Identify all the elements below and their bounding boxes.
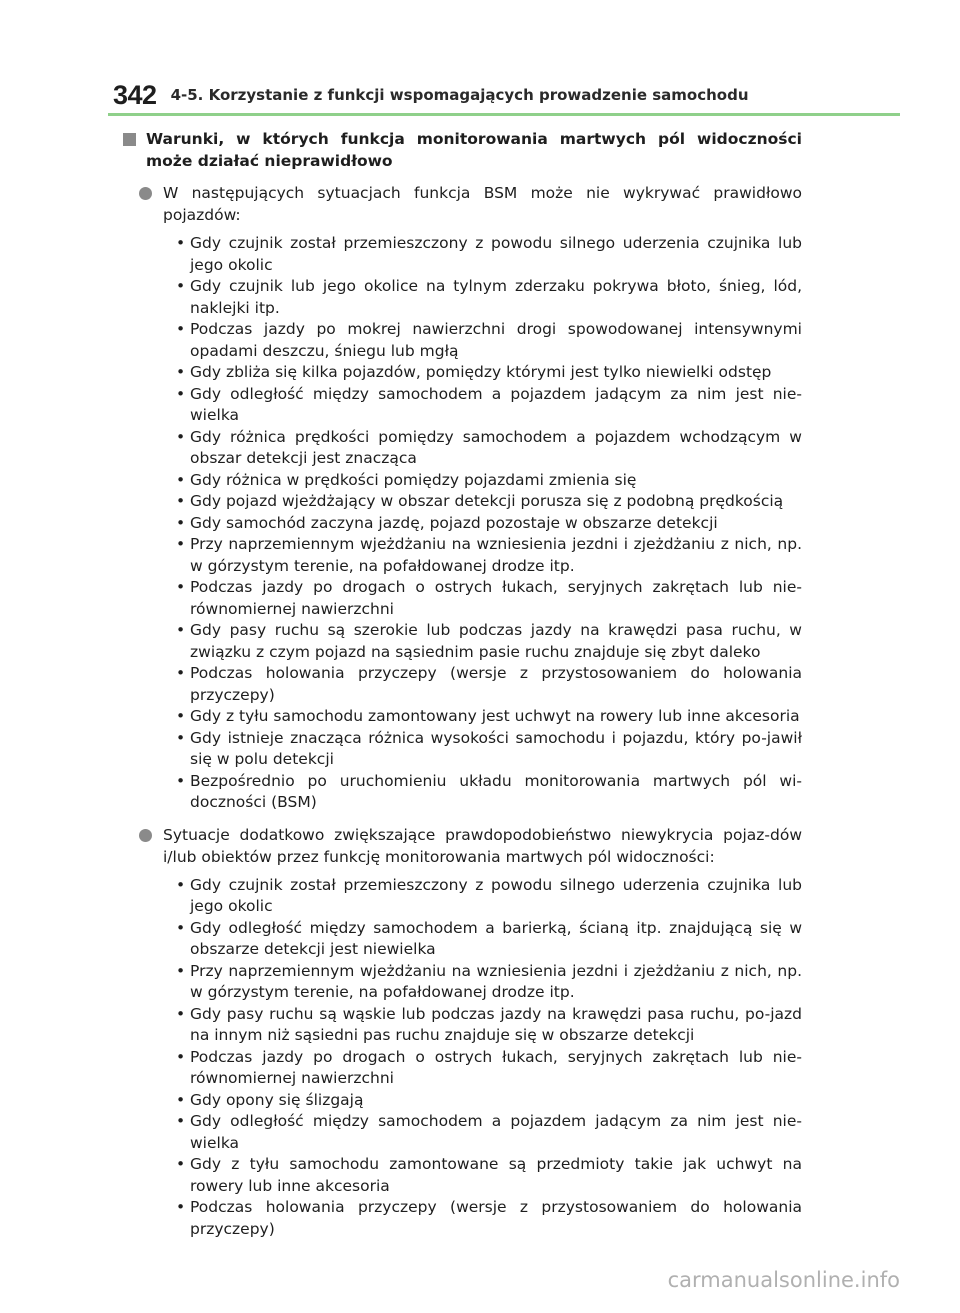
group-intro: Sytuacje dodatkowo zwiększające prawdopodobieństwo niewykrycia pojaz-dów i/lub obiektów przez funkcję monitorowania martwych pól widoczności: [163,825,802,866]
circle-bullet-icon [139,187,152,200]
list-item: • Gdy pojazd wjeżdżający w obszar detekcji porusza się z podobną prędkością [164,491,802,513]
list-item: • Podczas jazdy po drogach o ostrych łukach, seryjnych zakrętach lub nie-równomiernej nawierzchni [164,577,802,620]
list-item: • Gdy odległość między samochodem a pojazdem jadącym za nim jest nie-wielka [164,1111,802,1154]
list-item: • Podczas jazdy po mokrej nawierzchni drogi spowodowanej intensywnymi opadami deszczu, śniegu lub mgłą [164,319,802,362]
condition-group-2 [122,824,802,1241]
condition-list [122,875,802,1241]
list-item: • Gdy z tyłu samochodu zamontowany jest uchwyt na rowery lub inne akcesoria [164,706,802,728]
list-item: • Bezpośrednio po uruchomieniu układu monitorowania martwych pól wi-doczności (BSM) [164,771,802,814]
page-number: 342 [113,80,157,110]
list-item: • Gdy z tyłu samochodu zamontowane są przedmioty takie jak uchwyt na rowery lub inne akcesoria [164,1154,802,1197]
watermark: carmanualsonline.info [667,1268,900,1292]
list-item: • Gdy czujnik lub jego okolice na tylnym zderzaku pokrywa błoto, śnieg, lód, naklejki itp. [164,276,802,319]
list-item: • Gdy pasy ruchu są wąskie lub podczas jazdy na krawędzi pasa ruchu, po-jazd na innym niż sąsiedni pas ruchu znajduje się w obszarze detekcji [164,1004,802,1047]
section-heading [122,128,802,172]
list-item: • Gdy odległość między samochodem a barierką, ścianą itp. znajdującą się w obszarze detekcji jest niewielka [164,918,802,961]
group-intro: W następujących sytuacjach funkcja BSM może nie wykrywać prawidłowo pojazdów: [163,184,802,224]
list-item: • Gdy istnieje znacząca różnica wysokości samochodu i pojazdu, który po-jawił się w polu detekcji [164,728,802,771]
header-divider [108,113,900,116]
circle-bullet-icon [139,829,152,842]
list-item: • Podczas holowania przyczepy (wersje z przystosowaniem do holowania przyczepy) [164,663,802,706]
list-item: • Podczas jazdy po drogach o ostrych łukach, seryjnych zakrętach lub nie-równomiernej nawierzchni [164,1047,802,1090]
group-heading [122,182,802,226]
list-item: • Gdy opony się ślizgają [164,1090,802,1112]
list-item: • Gdy czujnik został przemieszczony z powodu silnego uderzenia czujnika lub jego okolic [164,233,802,276]
list-item: • Gdy pasy ruchu są szerokie lub podczas jazdy na krawędzi pasa ruchu, w związku z czym pojazd na sąsiednim pasie ruchu znajduje się zbyt daleko [164,620,802,663]
list-item: • Podczas holowania przyczepy (wersje z przystosowaniem do holowania przyczepy) [164,1197,802,1240]
list-item: • Przy naprzemiennym wjeżdżaniu na wzniesienia jezdni i zjeżdżaniu z nich, np. w górzystym terenie, na pofałdowanej drodze itp. [164,534,802,577]
list-item: • Gdy samochód zaczyna jazdę, pojazd pozostaje w obszarze detekcji [164,513,802,535]
list-item: • Gdy różnica prędkości pomiędzy samochodem a pojazdem wchodzącym w obszar detekcji jest znacząca [164,427,802,470]
square-bullet-icon [123,133,136,146]
chapter-title: 4-5. Korzystanie z funkcji wspomagających prowadzenie samochodu [170,86,749,104]
list-item: • Gdy zbliża się kilka pojazdów, pomiędzy którymi jest tylko niewielki odstęp [164,362,802,384]
page-header [113,80,818,111]
list-item: • Przy naprzemiennym wjeżdżaniu na wzniesienia jezdni i zjeżdżaniu z nich, np. w górzystym terenie, na pofałdowanej drodze itp. [164,961,802,1004]
list-item: • Gdy czujnik został przemieszczony z powodu silnego uderzenia czujnika lub jego okolic [164,875,802,918]
list-item: • Gdy odległość między samochodem a pojazdem jadącym za nim jest nie-wielka [164,384,802,427]
condition-list [122,233,802,814]
condition-group-1 [122,182,802,814]
group-heading [122,824,802,868]
list-item: • Gdy różnica w prędkości pomiędzy pojazdami zmienia się [164,470,802,492]
section-title: Warunki, w których funkcja monitorowania martwych pól widoczności może działać nieprawidłowo [146,130,802,170]
page-content [122,128,802,1240]
